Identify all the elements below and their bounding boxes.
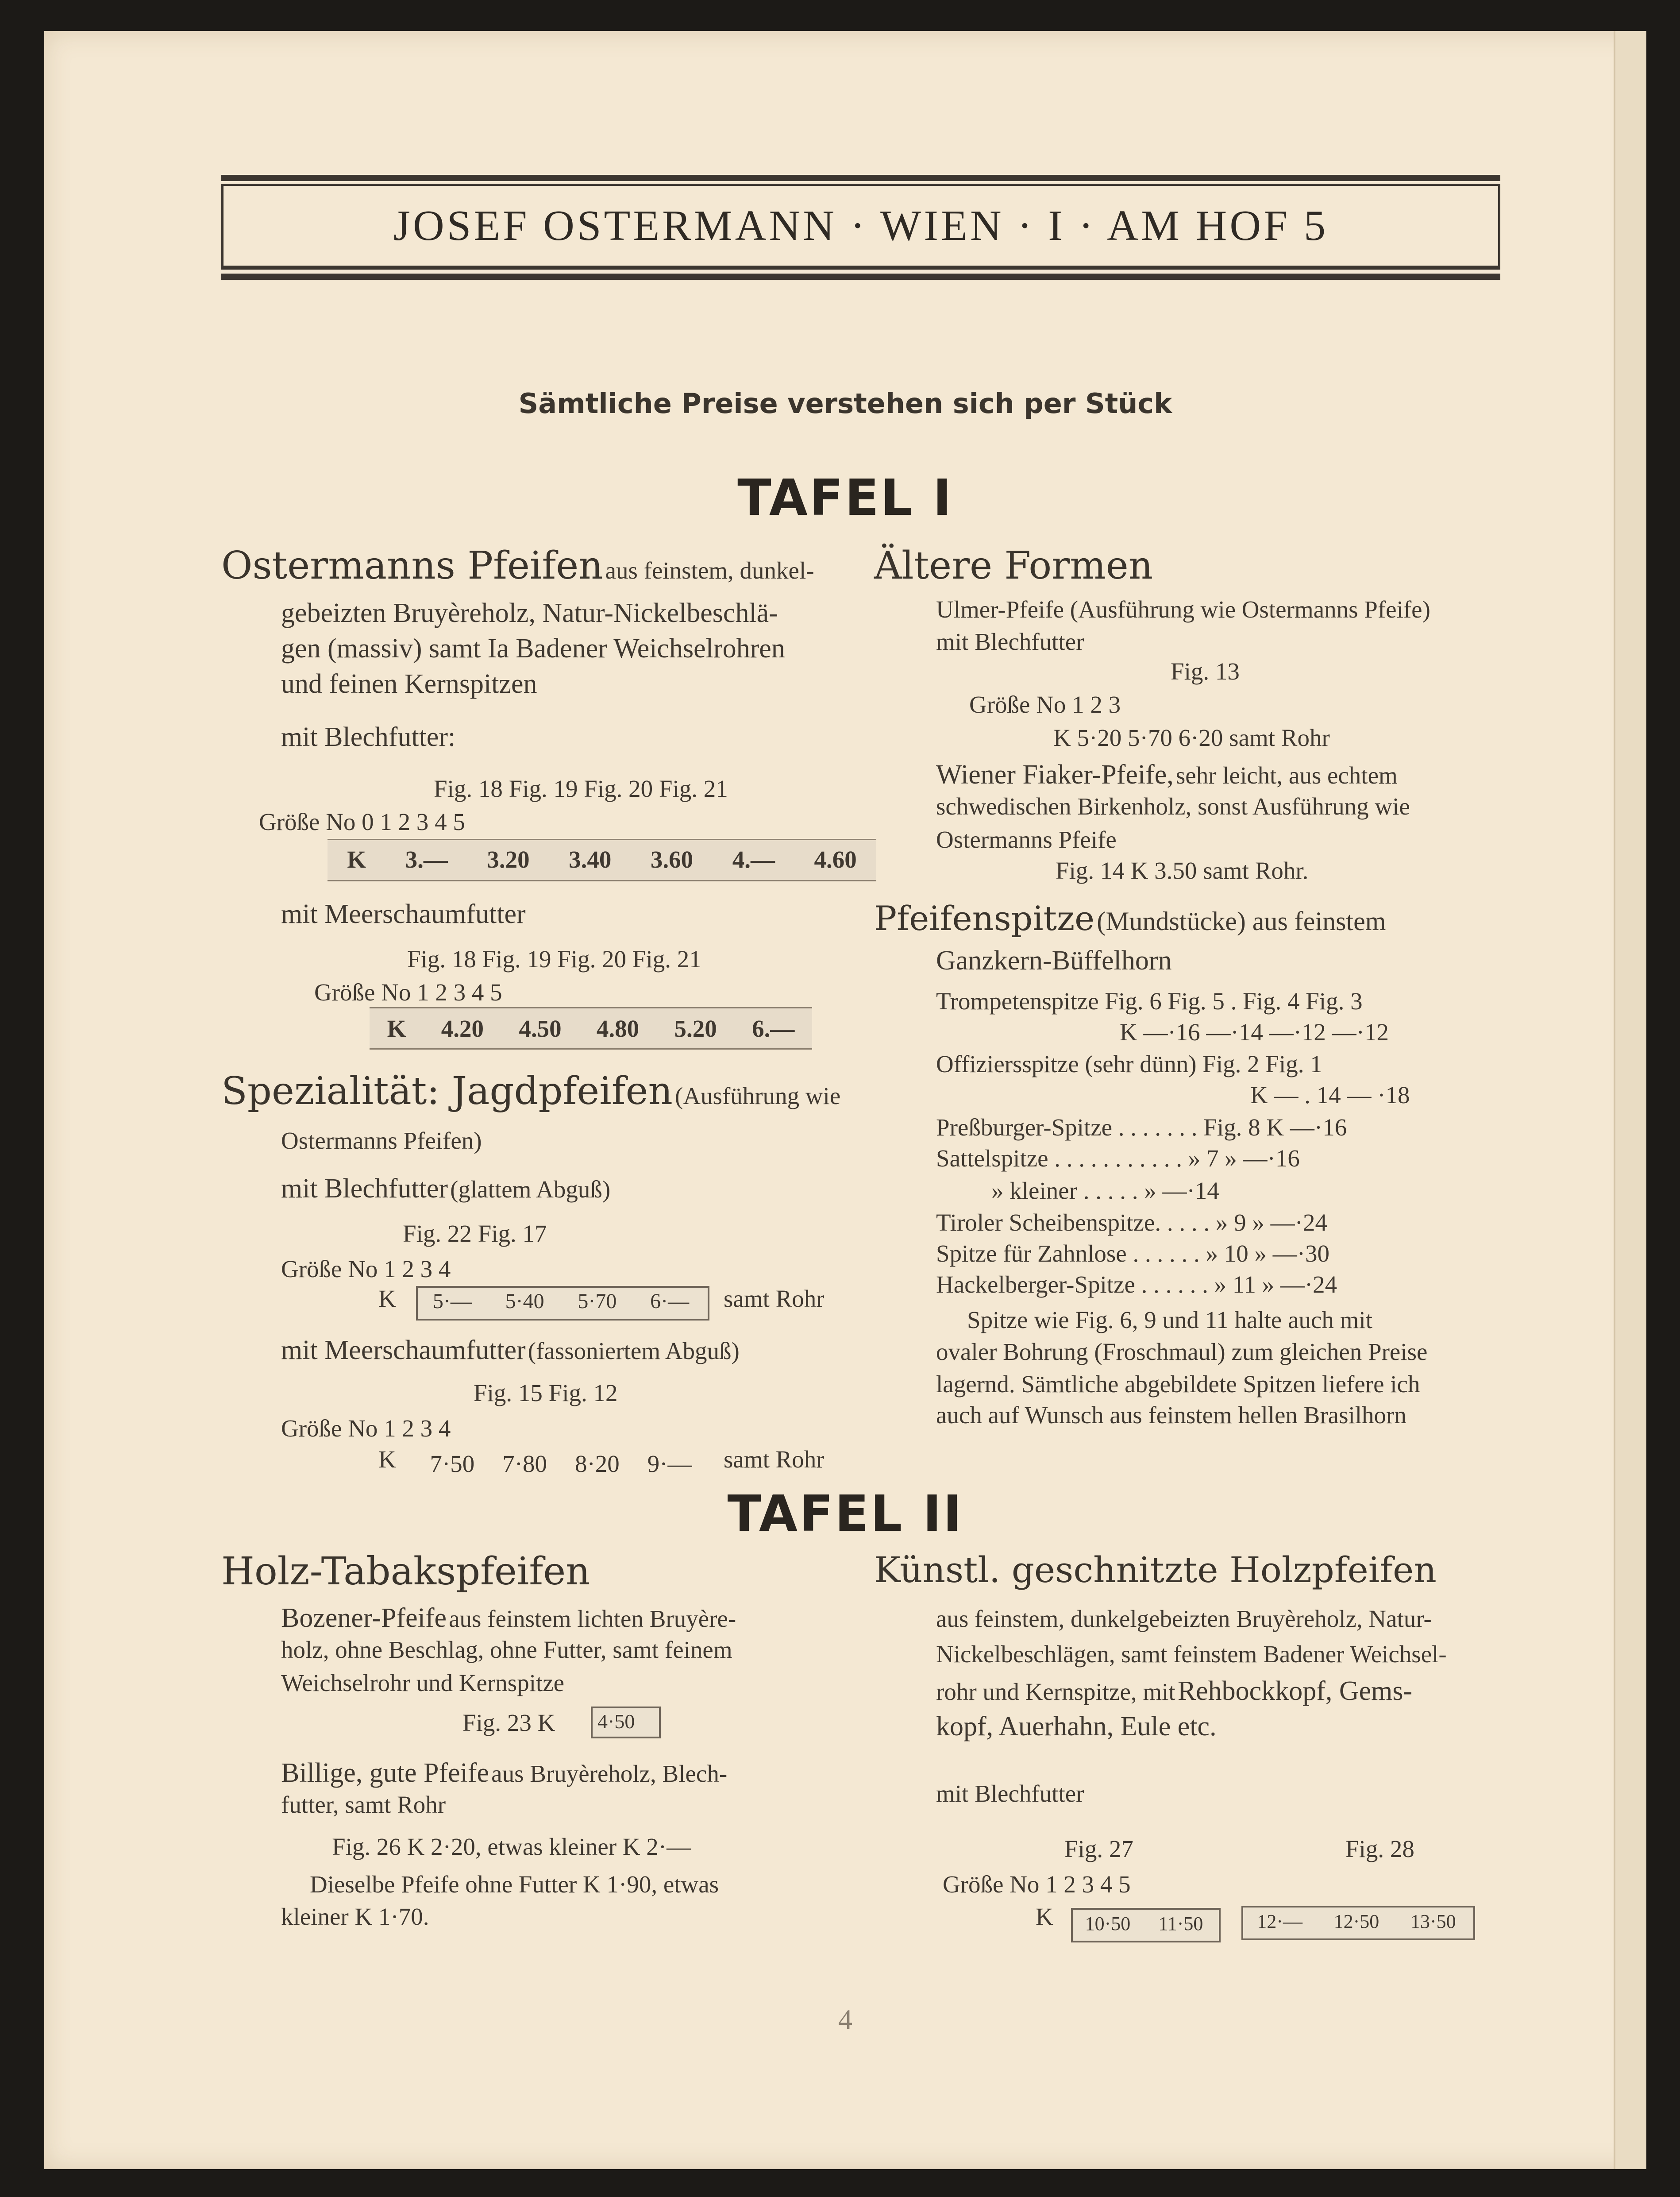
spitzen-row-10: Hackelberger-Spitze . . . . . . » 11 » —·24: [936, 1271, 1337, 1298]
jagd-heading: [221, 1069, 840, 1113]
billige-row: [281, 1757, 727, 1789]
price-value: 6.—: [752, 1015, 795, 1042]
jagd-title-tail: (Ausführung wie: [675, 1082, 841, 1109]
ostermanns-sizes-blech: Größe No 0 1 2 3 4 5: [259, 808, 465, 835]
jagd-meer-row: [281, 1335, 740, 1366]
price-value: 4.—: [732, 846, 775, 873]
jagd-prices-meer: [416, 1450, 706, 1478]
jagd-title: Spezialität: Jagdpfeifen: [221, 1069, 673, 1113]
billige-tail: aus Bruyèreholz, Blech-: [491, 1760, 728, 1787]
spitzen-title: Pfeifenspitze: [874, 899, 1095, 938]
price-value: 5.20: [674, 1015, 717, 1042]
kuenstl-line-3-pre: rohr und Kernspitze, mit: [936, 1678, 1175, 1705]
spitzen-note-3: lagernd. Sämtliche abgebildete Spitzen liefere ich: [936, 1371, 1420, 1398]
jagd-prices-blech: [416, 1289, 706, 1313]
spitzen-row-8: Tiroler Scheibenspitze. . . . . » 9 » —·24: [936, 1209, 1327, 1236]
bozener-line-3: Weichselrohr und Kernspitze: [281, 1669, 565, 1696]
spitzen-row-1: Trompetenspitze Fig. 6 Fig. 5 . Fig. 4 Fig. 3: [936, 988, 1363, 1015]
ulmer-line-2: mit Blechfutter: [936, 628, 1084, 655]
price-value: 4.80: [596, 1015, 640, 1042]
price-value: 5·70: [578, 1290, 617, 1313]
billige-title: Billige, gute Pfeife: [281, 1758, 489, 1788]
fiaker-row: [936, 759, 1398, 791]
jagd-k-meer: K: [378, 1446, 396, 1473]
page-number: 4: [838, 2004, 852, 2035]
price-value: 5·—: [432, 1290, 472, 1313]
price-label: K: [387, 1015, 406, 1042]
price-value: 9·—: [647, 1450, 692, 1477]
spitzen-line-2: Ganzkern-Büffelhorn: [936, 946, 1172, 976]
billige-line-2: futter, samt Rohr: [281, 1791, 446, 1818]
kuenstl-sizes: Größe No 1 2 3 4 5: [943, 1871, 1131, 1898]
price-value: 12·50: [1333, 1911, 1379, 1932]
spitzen-row-2: K —·16 —·14 —·12 —·12: [1120, 1019, 1389, 1046]
ostermanns-figs-meer: Fig. 18 Fig. 19 Fig. 20 Fig. 21: [407, 946, 701, 973]
header-rule-bottom: [221, 274, 1500, 280]
kuenstl-prices-b: [1241, 1910, 1472, 1933]
price-value: 7·80: [502, 1450, 547, 1477]
bozener-price: 4·50: [597, 1710, 635, 1733]
billige-line-4: Dieselbe Pfeife ohne Futter K 1·90, etwas: [310, 1871, 719, 1898]
page-edge: [1614, 31, 1646, 2169]
spitzen-row-9: Spitze für Zahnlose . . . . . . » 10 » —·30: [936, 1240, 1330, 1267]
price-label: K: [347, 846, 366, 873]
price-value: 8·20: [574, 1450, 620, 1477]
fiaker-price: Fig. 14 K 3.50 samt Rohr.: [1056, 857, 1309, 884]
jagd-sizes-blech: Größe No 1 2 3 4: [281, 1255, 451, 1282]
price-value: 5·40: [505, 1290, 544, 1313]
kuenstl-line-1: aus feinstem, dunkelgebeizten Bruyèreholz, Natur-: [936, 1605, 1432, 1632]
blechfutter-label: mit Blechfutter:: [281, 722, 456, 752]
spitzen-note-2: ovaler Bohrung (Froschmaul) zum gleichen Preise: [936, 1338, 1428, 1365]
ostermanns-title: Ostermanns Pfeifen: [221, 544, 603, 588]
header-box: [221, 184, 1500, 268]
ostermanns-sizes-meer: Größe No 1 2 3 4 5: [314, 979, 502, 1006]
ostermanns-intro-tail: aus feinstem, dunkel-: [605, 557, 814, 584]
spitzen-note-4: auch auf Wunsch aus feinstem hellen Brasilhorn: [936, 1402, 1406, 1429]
price-value: 4.20: [441, 1015, 484, 1042]
kuenstl-line-2: Nickelbeschlägen, samt feinstem Badener Weichsel-: [936, 1641, 1447, 1668]
header-rule-bottom-thin: [221, 268, 1500, 270]
kuenstl-k: K: [1036, 1903, 1053, 1930]
price-value: 10·50: [1085, 1913, 1131, 1934]
spitzen-row-7: » kleiner . . . . . » —·14: [991, 1177, 1219, 1204]
spitzen-row-5: Preßburger-Spitze . . . . . . . Fig. 8 K —·16: [936, 1114, 1347, 1141]
price-value: 6·—: [650, 1290, 690, 1313]
jagd-figs-blech: Fig. 22 Fig. 17: [403, 1220, 547, 1247]
price-value: 13·50: [1410, 1911, 1456, 1932]
price-value: 3.—: [405, 846, 448, 873]
ostermanns-prices-blech: [328, 846, 876, 873]
ostermanns-line-2: gen (massiv) samt Ia Badener Weichselrohren: [281, 633, 785, 664]
jagd-blech-tail: (glattem Abguß): [450, 1176, 611, 1203]
jagd-sizes-meer: Größe No 1 2 3 4: [281, 1415, 451, 1442]
price-value: 3.20: [487, 846, 530, 873]
bozener-row: [281, 1602, 736, 1634]
tafel-1-heading: TAFEL I: [737, 469, 953, 527]
jagd-line-2: Ostermanns Pfeifen): [281, 1127, 482, 1154]
ulmer-prices: K 5·20 5·70 6·20 samt Rohr: [1053, 724, 1330, 751]
price-value: 12·—: [1257, 1911, 1302, 1932]
fiaker-line-3: Ostermanns Pfeife: [936, 826, 1117, 853]
jagd-meer-label: mit Meerschaumfutter: [281, 1335, 526, 1365]
price-value: 11·50: [1158, 1913, 1203, 1934]
jagd-k-blech: K: [378, 1285, 396, 1312]
bozener-line-2: holz, ohne Beschlag, ohne Futter, samt feinem: [281, 1636, 732, 1663]
bozener-title: Bozener-Pfeife: [281, 1603, 447, 1633]
header-title: JOSEF OSTERMANN · WIEN · I · AM HOF 5: [393, 202, 1329, 250]
ostermanns-line-3: und feinen Kernspitzen: [281, 669, 537, 699]
header-rule-top: [221, 175, 1500, 181]
jagd-meer-tail: (fassoniertem Abguß): [528, 1337, 740, 1364]
ulmer-sizes: Größe No 1 2 3: [969, 691, 1121, 718]
price-value: 4.50: [519, 1015, 562, 1042]
tafel-2-heading: TAFEL II: [727, 1485, 963, 1543]
kuenstl-blech: mit Blechfutter: [936, 1780, 1084, 1807]
spitzen-note-1: Spitze wie Fig. 6, 9 und 11 halte auch mit: [967, 1306, 1373, 1333]
ostermanns-figs-blech: Fig. 18 Fig. 19 Fig. 20 Fig. 21: [434, 775, 728, 802]
jagd-blech-row: [281, 1173, 610, 1205]
kuenstl-line-3-bold: Rehbockkopf, Gems-: [1177, 1676, 1413, 1706]
ulmer-fig: Fig. 13: [1171, 658, 1240, 685]
kuenstl-fig-27: Fig. 27: [1064, 1835, 1133, 1862]
catalog-page: [44, 31, 1646, 2169]
ulmer-line: Ulmer-Pfeife (Ausführung wie Ostermanns Pfeife): [936, 596, 1430, 623]
fiaker-tail: sehr leicht, aus echtem: [1175, 762, 1398, 789]
bozener-fig: Fig. 23 K: [462, 1709, 555, 1736]
jagd-figs-meer: Fig. 15 Fig. 12: [474, 1379, 618, 1406]
spitzen-title-tail: (Mundstücke) aus feinstem: [1097, 907, 1386, 936]
price-note: Sämtliche Preise verstehen sich per Stück: [518, 387, 1172, 420]
kuenstl-title: Künstl. geschnitzte Holzpfeifen: [874, 1549, 1437, 1591]
price-value: 4.60: [814, 846, 857, 873]
price-value: 3.40: [569, 846, 612, 873]
jagd-blech-suffix: samt Rohr: [724, 1285, 825, 1312]
fiaker-title: Wiener Fiaker-Pfeife,: [936, 760, 1174, 790]
bozener-tail: aus feinstem lichten Bruyère-: [449, 1605, 736, 1632]
jagd-blech-label: mit Blechfutter: [281, 1174, 448, 1204]
spitzen-heading: [874, 899, 1386, 938]
kuenstl-line-4: kopf, Auerhahn, Eule etc.: [936, 1711, 1217, 1741]
jagd-meer-suffix: samt Rohr: [724, 1446, 825, 1473]
fiaker-line-2: schwedischen Birkenholz, sonst Ausführung wie: [936, 793, 1410, 820]
meerschaum-label: mit Meerschaumfutter: [281, 899, 526, 929]
kuenstl-fig-28: Fig. 28: [1345, 1835, 1414, 1862]
ostermanns-line-1: gebeizten Bruyèreholz, Natur-Nickelbeschlä-: [281, 598, 778, 628]
price-value: 3.60: [650, 846, 694, 873]
kuenstl-line-3: [936, 1676, 1412, 1707]
holz-title: Holz-Tabakspfeifen: [221, 1549, 590, 1594]
billige-line-3: Fig. 26 K 2·20, etwas kleiner K 2·—: [332, 1833, 691, 1860]
aeltere-title: Ältere Formen: [874, 544, 1153, 588]
ostermanns-prices-meer: [370, 1015, 812, 1043]
spitzen-row-4: K — . 14 — ·18: [1250, 1081, 1410, 1108]
spitzen-row-6: Sattelspitze . . . . . . . . . . . » 7 » —·16: [936, 1145, 1300, 1172]
price-value: 7·50: [430, 1450, 475, 1477]
kuenstl-prices-a: [1071, 1912, 1217, 1935]
ostermanns-intro: [221, 544, 814, 588]
billige-line-5: kleiner K 1·70.: [281, 1903, 429, 1930]
spitzen-row-3: Offiziersspitze (sehr dünn) Fig. 2 Fig. 1: [936, 1050, 1322, 1077]
